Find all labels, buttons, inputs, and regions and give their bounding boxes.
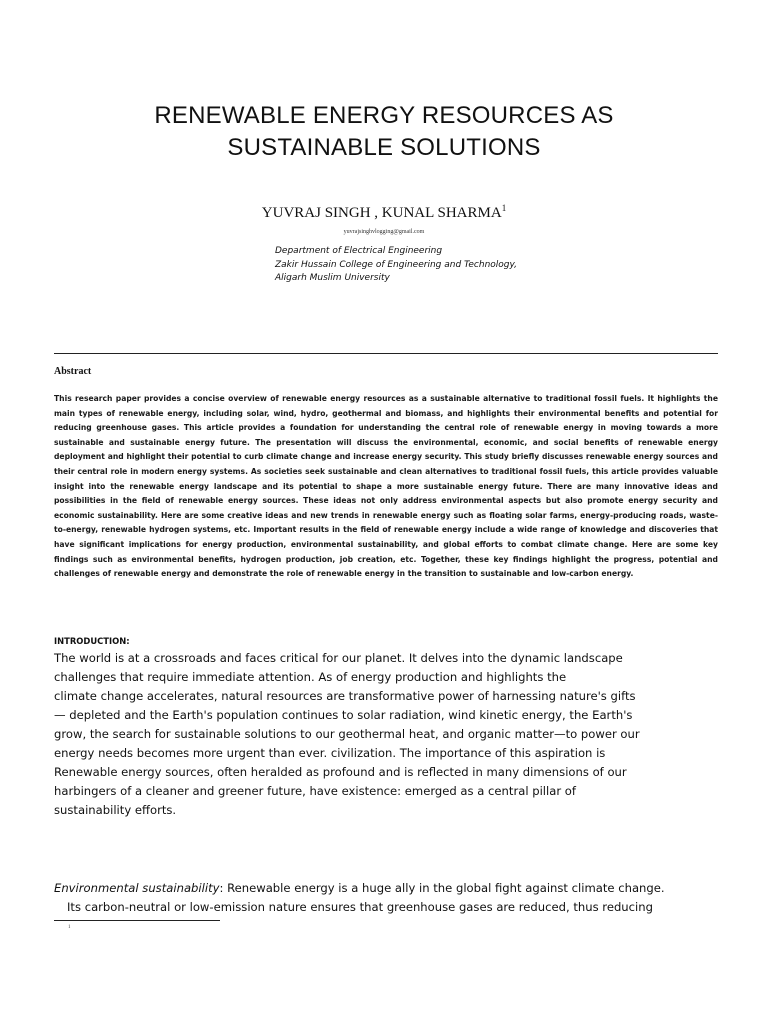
environmental-paragraph-line-2: Its carbon-neutral or low-emission nature ensures that greenhouse gases are reduced, thus reducing [67, 900, 653, 914]
intro-line: climate change accelerates, natural resources are transformative power of harnessing nature's gifts [54, 689, 636, 703]
footnote-marker: 1 [68, 925, 71, 930]
section-divider [54, 353, 718, 354]
intro-line: energy needs becomes more urgent than ever. civilization. The importance of this aspiration is [54, 746, 606, 760]
abstract-body: This research paper provides a concise overview of renewable energy resources as a sustainable alternative to traditional fossil fuels. It highlights the main types of renewable energy, including solar, wind, hydro, geothermal and biomass, and highlights their environmental benefits and potential for reducing greenhouse gases. This article provides a foundation for understanding the central role of renewable energy in moving towards a more sustainable and sustainable energy future. The presentation will discuss the environmental, economic, and social benefits of renewable energy deployment and highlight their potential to curb climate change and increase energy security. This study briefly discusses renewable energy sources and their central role in modern energy systems. As societies seek sustainable and clean alternatives to traditional fossil fuels, this article provides valuable insight into the renewable energy landscape and its potential to shape a more sustainable energy future. There are many innovative ideas and possibilities in the field of renewable energy sources. These ideas not only address environmental aspects but also promote energy security and economic sustainability. Here are some creative ideas and new trends in renewable energy such as floating solar farms, energy-producing roads, waste-to-energy, renewable hydrogen systems, etc. Important results in the field of renewable energy include a wide range of knowledge and discoveries that have significant implications for energy production, environmental sustainability, and global efforts to combat climate change. Here are some key findings such as environmental benefits, hydrogen production, job creation, etc. Together, these key findings highlight the progress, potential and challenges of renewable energy and demonstrate the role of renewable energy in the transition to sustainable and low-carbon energy. [54, 394, 718, 579]
intro-line: challenges that require immediate attention. As of energy production and highlights the [54, 670, 567, 684]
environmental-line-1-text: : Renewable energy is a huge ally in the global fight against climate change. [219, 881, 665, 895]
intro-line: sustainability efforts. [54, 803, 177, 817]
author-footnote-superscript: 1 [501, 203, 507, 213]
introduction-body [54, 649, 718, 820]
intro-line: Renewable energy sources, often heralded as profound and is reflected in many dimensions of our [54, 765, 627, 779]
affiliation-block [275, 245, 517, 286]
intro-line: grow, the search for sustainable solutions to our geothermal heat, and organic matter—to power our [54, 727, 640, 741]
paper-title [0, 100, 768, 164]
title-line-2: SUSTAINABLE SOLUTIONS [227, 134, 541, 161]
intro-line: — depleted and the Earth's population continues to solar radiation, wind kinetic energy, the Earth's [54, 708, 633, 722]
affiliation-department: Department of Electrical Engineering [275, 246, 443, 256]
author-names [0, 203, 768, 222]
title-line-1: RENEWABLE ENERGY RESOURCES AS [154, 102, 614, 129]
affiliation-college: Zakir Hussain College of Engineering and Technology, [275, 259, 518, 270]
author-names-text: YUVRAJ SINGH , KUNAL SHARMA [261, 205, 502, 221]
environmental-label: Environmental sustainability [54, 881, 220, 895]
abstract-heading: Abstract [54, 366, 92, 377]
introduction-heading: INTRODUCTION: [54, 636, 130, 646]
environmental-paragraph-line-1 [54, 879, 754, 898]
affiliation-university: Aligarh Muslim University [275, 273, 390, 283]
intro-line: harbingers of a cleaner and greener future, have existence: emerged as a central pillar of [54, 784, 576, 798]
author-email: yuvrajsinghvlogging@gmail.com [343, 229, 425, 235]
intro-line: The world is at a crossroads and faces critical for our planet. It delves into the dynamic landscape [54, 651, 623, 665]
footnote-divider [54, 920, 220, 921]
